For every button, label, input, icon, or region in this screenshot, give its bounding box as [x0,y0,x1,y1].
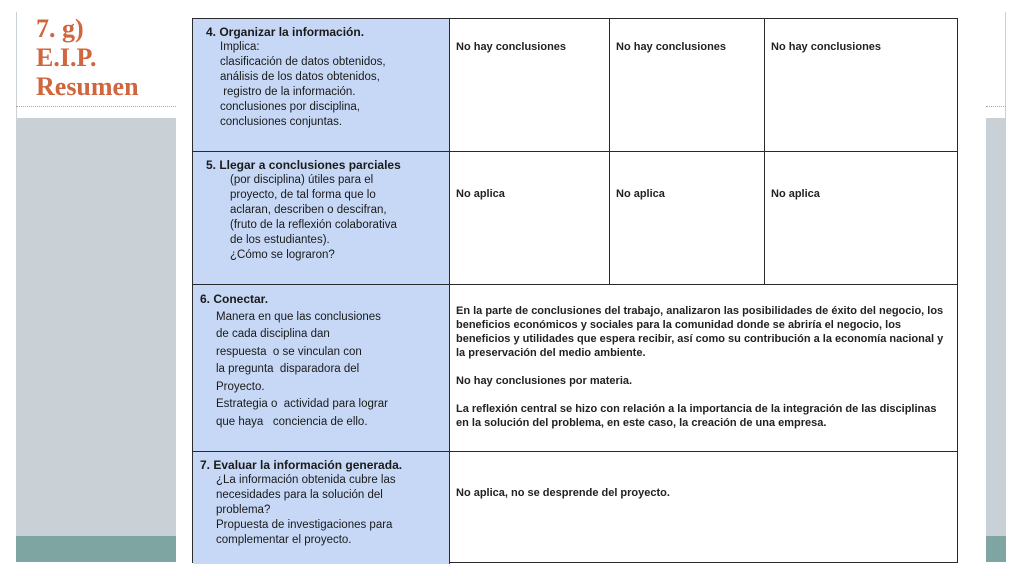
merged-value-cell [450,285,957,451]
value-cell [450,19,610,151]
step-line: registro de la información. [220,86,356,98]
step-line: problema? [216,504,271,516]
step-line: conclusiones conjuntas. [220,116,343,128]
slide-side-panel-left [16,118,176,536]
step-line: complementar el proyecto. [216,534,352,546]
step-line: que haya conciencia de ello. [216,415,368,428]
step-line: Implica: [220,41,260,53]
step-line: Estrategia o actividad para lograr [216,398,388,410]
eip-summary-table [192,18,958,563]
step-line: clasificación de datos obtenidos, [220,56,386,68]
table-row [193,152,957,285]
value-cell [450,152,610,284]
cell-value: No aplica [456,188,505,200]
cell-paragraph: En la parte de conclusiones del trabajo, analizaron las posibilidades de éxito del negocio, los beneficios económicos y sociales para la comunidad donde se abriría el negocio, los beneficios y utilidades que espera recibir, así como su contribución a la economía nacional y la preservación del medio ambiente. [456,305,944,359]
value-cell [610,152,765,284]
step-line: de cada disciplina dan [216,328,330,340]
slide-title-line: E.I.P. [36,43,97,72]
step-line: aclaran, describen o descifran, [230,204,387,216]
step-line: respuesta o se vinculan con [216,345,362,358]
step-description-cell [193,19,450,151]
step-line: necesidades para la solución del [216,489,383,501]
value-cell [765,19,957,151]
step-description-cell [193,152,450,284]
slide-footer-band-left [16,536,176,562]
slide-footer-band-right [986,536,1006,562]
value-cell [610,19,765,151]
cell-paragraph: No hay conclusiones por materia. [456,375,633,387]
title-divider [16,106,176,107]
cell-value: No aplica [616,188,665,200]
step-line: análisis de los datos obtenidos, [220,71,380,83]
cell-value: No hay conclusiones [616,41,727,53]
slide-title [36,14,186,101]
slide-frame-left [16,12,17,118]
step-title: 6. Conectar. [200,292,269,306]
step-line: Proyecto. [216,380,265,393]
slide-title-line: 7. g) [36,14,84,43]
step-line: Propuesta de investigaciones para [216,519,393,531]
step-line: Manera en que las conclusiones [216,310,381,323]
step-line: proyecto, de tal forma que lo [230,189,376,201]
step-description-cell [193,452,450,564]
table-row [193,19,957,152]
step-title: 4. Organizar la información. [206,25,365,39]
cell-value: No hay conclusiones [771,41,882,53]
cell-value: No aplica [771,188,820,200]
value-cell [765,152,957,284]
title-divider-right [986,106,1006,107]
step-line: ¿Cómo se lograron? [230,249,335,261]
step-title: 7. Evaluar la información generada. [200,458,403,472]
cell-value: No hay conclusiones [456,41,567,53]
slide-side-panel-right [986,118,1006,536]
slide-title-line: Resumen [36,72,139,101]
merged-value-cell [450,452,957,564]
step-line: ¿La información obtenida cubre las [216,474,396,486]
step-line: de los estudiantes). [230,234,330,246]
step-title: 5. Llegar a conclusiones parciales [206,158,401,172]
table-row [193,452,957,564]
cell-paragraph: La reflexión central se hizo con relación a la importancia de la integración de las disciplinas en la solución del problema, en este caso, la creación de una empresa. [456,403,937,429]
step-description-cell [193,285,450,451]
step-line: conclusiones por disciplina, [220,101,360,113]
table-row [193,285,957,452]
cell-paragraph: No aplica, no se desprende del proyecto. [456,487,670,499]
step-line: (por disciplina) útiles para el [230,174,374,186]
slide-frame-right [1005,12,1006,118]
step-line: (fruto de la reflexión colaborativa [230,219,397,231]
step-line: la pregunta disparadora del [216,363,360,375]
